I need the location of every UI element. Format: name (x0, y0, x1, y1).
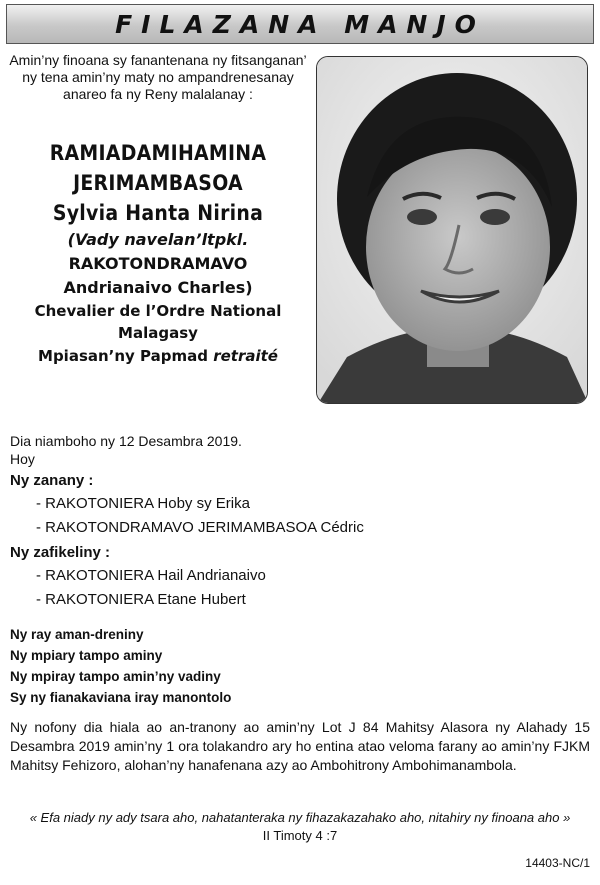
list-item: Ny ray aman-dreniny (10, 627, 144, 642)
deceased-name-line2: JERIMAMBASOA (73, 171, 243, 195)
bible-reference: II Timoty 4 :7 (262, 828, 338, 843)
list-item: Ny mpiray tampo amin’ny vadiny (10, 669, 221, 684)
occupation-status: retraité (213, 347, 278, 365)
deceased-name-line1: RAMIADAMIHAMINA (49, 141, 267, 165)
list-item: - RAKOTONIERA Hoby sy Erika (36, 495, 250, 512)
family-details (10, 432, 590, 612)
honor-title-line1: Chevalier de l’Ordre National (34, 302, 282, 320)
list-item: Sy ny fianakaviana iray manontolo (10, 690, 232, 705)
list-item: - RAKOTONIERA Hail Andrianaivo (36, 567, 266, 584)
intro-line: Amin’ny finoana sy fanantenana ny fitsanganan’ (9, 52, 307, 68)
announcement-header (6, 4, 594, 44)
list-item: - RAKOTONDRAMAVO JERIMAMBASOA Cédric (36, 519, 364, 536)
spouse-name: RAKOTONDRAMAVO (68, 254, 248, 273)
death-date: Dia niamboho ny 12 Desambra 2019. (10, 433, 242, 449)
header-title: FILAZANA MANJO (115, 9, 485, 39)
honor-title-line2: Malagasy (118, 324, 198, 342)
occupation-label: Mpiasan’ny Papmad (38, 347, 208, 365)
ad-code: 14403-NC/1 (525, 856, 590, 870)
occupation (8, 344, 308, 368)
portrait-photo (316, 56, 588, 404)
funeral-details: Ny nofony dia hiala ao an-tranony ao amin’ny Lot J 84 Mahitsy Alasora ny Alahady 15 Desambra 2019 amin’ny 1 ora tolakandro ary ho entina atao veloma farany ao amin’ny FJKM Mahitsy Fehizoro, alohan’ny hanafenana azy ao Ambohitrony Ambohimanambola. (10, 719, 590, 773)
bible-quote: « Efa niady ny ady tsara aho, nahatanteraka ny fihazakazahako aho, nitahiry ny finoana aho » (29, 810, 571, 825)
hoy-label: Hoy (10, 451, 35, 467)
survivors-list (10, 624, 231, 708)
deceased-name-line3: Sylvia Hanta Nirina (52, 201, 264, 225)
deceased-block (8, 138, 308, 368)
children-heading: Ny zanany : (10, 472, 94, 489)
portrait-image (317, 57, 588, 404)
spouse-name2: Andrianaivo Charles) (63, 278, 253, 297)
list-item: - RAKOTONIERA Etane Hubert (36, 591, 246, 608)
spouse-prefix: (Vady navelan’ltpkl. (67, 230, 249, 249)
list-item: Ny mpiary tampo aminy (10, 648, 163, 663)
intro-text (8, 52, 308, 103)
grandchildren-heading: Ny zafikeliny : (10, 544, 111, 561)
intro-line: ny tena amin’ny maty no ampandrenesanay (22, 69, 294, 85)
intro-line: anareo fa ny Reny malalanay : (63, 86, 253, 102)
